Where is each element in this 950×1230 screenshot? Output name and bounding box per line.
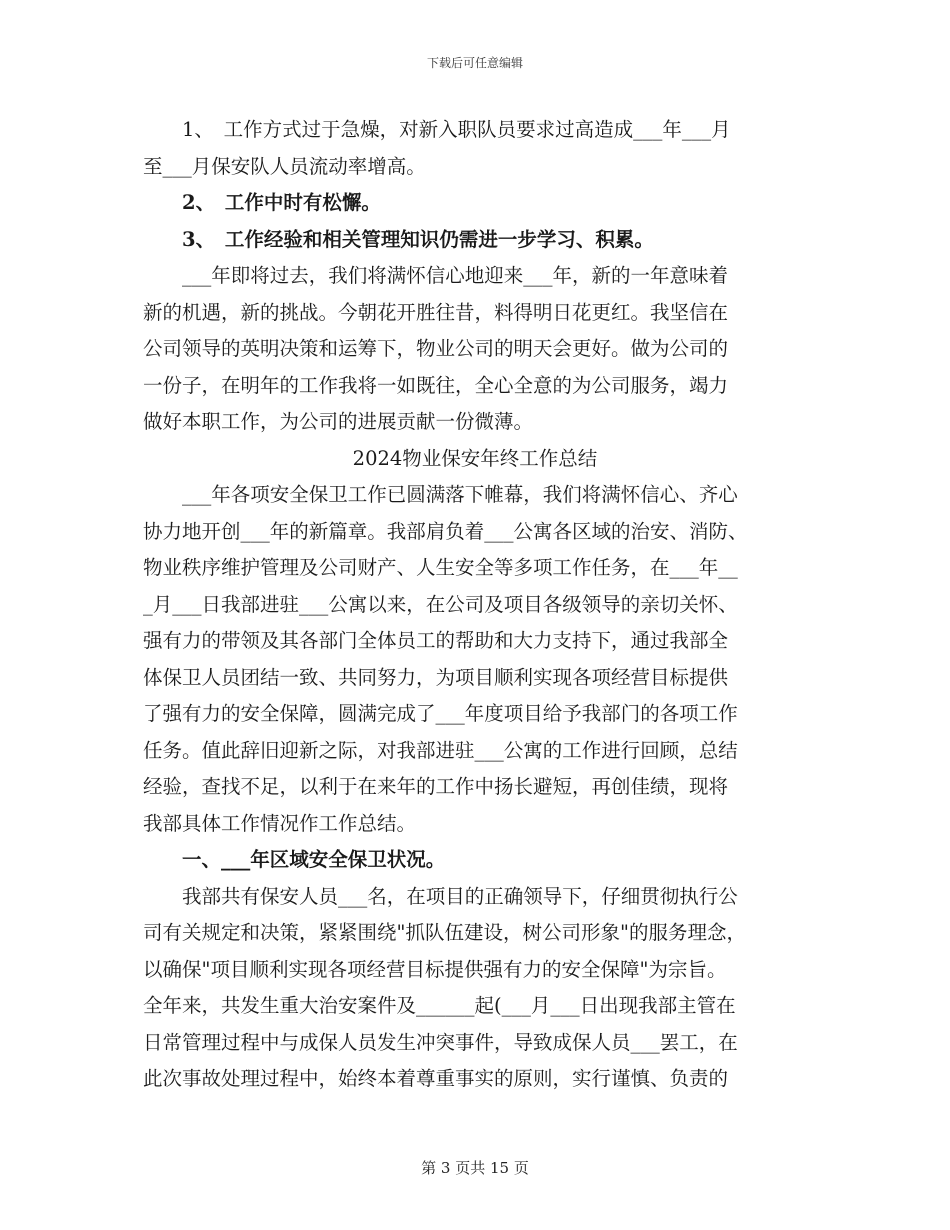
text-line: 我部具体工作情况作工作总结。 [143, 811, 417, 835]
text-line: 新的机遇，新的挑战。今朝花开胜往昔，料得明日花更红。我坚信在 [143, 300, 729, 324]
section-title: 2024物业保安年终工作总结 [352, 446, 598, 470]
text-line: 任务。值此辞旧迎新之际，对我部进驻___公寓的工作进行回顾，总结 [143, 738, 738, 762]
text-line: ___年即将过去，我们将满怀信心地迎来___年，新的一年意味着 [182, 264, 729, 287]
text-line: 日常管理过程中与成保人员发生冲突事件，导致成保人员___罢工，在 [143, 1030, 738, 1054]
text-line: 司有关规定和决策，紧紧围绕"抓队伍建设，树公司形象"的服务理念， [143, 921, 746, 944]
text-line: 经验，查找不足，以利于在来年的工作中扬长避短，再创佳绩，现将 [143, 775, 729, 798]
text-line: 协力地开创___年的新篇章。我部肩负着___公寓各区域的治安、消防、 [143, 519, 748, 543]
text-line: _月___日我部进驻___公寓以来，在公司及项目各级领导的亲切关怀、 [143, 592, 738, 616]
text-line: 全年来，共发生重大治安案件及______起(___月___日出现我部主管在 [143, 994, 736, 1017]
text-line: 至___月保安队人员流动率增高。 [143, 154, 426, 178]
text-line: ___年各项安全保卫工作已圆满落下帷幕，我们将满怀信心、齐心 [182, 483, 738, 506]
text-line: 强有力的带领及其各部门全体员工的帮助和大力支持下，通过我部全 [143, 629, 729, 652]
bold-heading-line: 2、 工作中时有松懈。 [182, 191, 381, 214]
text-line: 做好本职工作，为公司的进展贡献一份微薄。 [143, 410, 534, 433]
text-line: 公司领导的英明决策和运筹下，物业公司的明天会更好。做为公司的 [143, 337, 729, 360]
text-line: 以确保"项目顺利实现各项经营目标提供强有力的安全保障"为宗旨。 [143, 957, 727, 981]
text-line: 了强有力的安全保障，圆满完成了___年度项目给予我部门的各项工作 [143, 702, 738, 725]
text-line: 物业秩序维护管理及公司财产、人生安全等多项工作任务，在___年__ [143, 556, 738, 579]
bold-heading-line: 一、___年区域安全保卫状况。 [182, 848, 446, 871]
bold-heading-line: 3、 工作经验和相关管理知识仍需进一步学习、积累。 [182, 227, 654, 251]
page-footer: 第 3 页共 15 页 [421, 1159, 529, 1177]
text-line: 我部共有保安人员___名，在项目的正确领导下，仔细贯彻执行公 [182, 884, 738, 908]
text-line: 此次事故处理过程中，始终本着尊重事实的原则，实行谨慎、负责的 [143, 1067, 729, 1090]
text-line: 体保卫人员团结一致、共同努力，为项目顺利实现各项经营目标提供 [143, 665, 729, 689]
page-header: 下载后可任意编辑 [426, 56, 523, 70]
document-body [143, 112, 807, 1098]
text-line: 1、 工作方式过于急燥，对新入职队员要求过高造成___年___月 [182, 118, 731, 141]
text-line: 一份子，在明年的工作我将一如既往，全心全意的为公司服务，竭力 [143, 373, 729, 397]
